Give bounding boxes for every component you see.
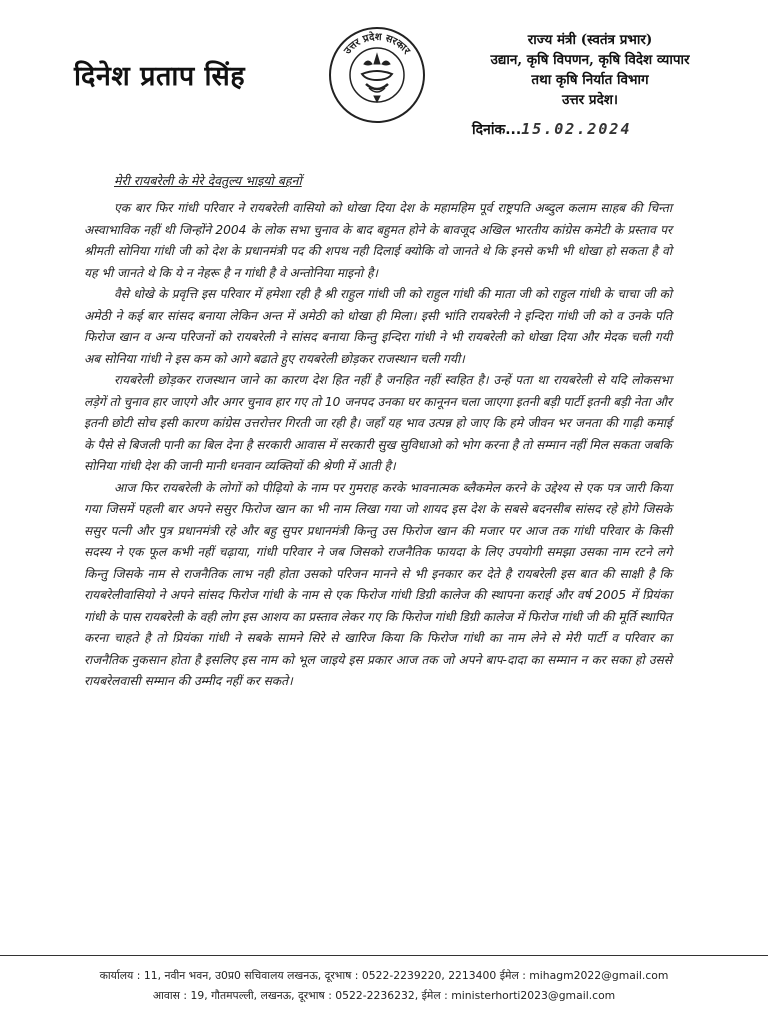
office-address: 11, नवीन भवन, उ0प्र0 सचिवालय लखनऊ, दूरभाष : 0522-2239220, 2213400 ईमेल : mihagm2022@gmail.com xyxy=(143,969,669,982)
footer-divider xyxy=(0,955,768,956)
date-label: दिनांक xyxy=(472,122,506,138)
body-paragraph-1: एक बार फिर गांधी परिवार ने रायबरेली वासियो को धोखा दिया देश के महामहिम पूर्व राष्ट्रपति अब्दुल कलाम साहब की चिन्ता अस्वाभाविक नहीं थी जिन्होंने 2004 के लोक सभा चुनाव के बाद बहुमत होने के बावजूद अखिल भारतीय कांग्रेस कमेटी के प्रस्ताव पर श्रीमती सोनिया गांधी जी को देश के प्रधानमंत्री पद की शपथ नही दिलाई क्योकि वो जानते थे कि इनसे कभी भी धोखा हो सकता है वो यह भी जानते थे कि ये न नेहरू है न गांधी है वे अन्तोनिया माइनो है। xyxy=(84,201,672,280)
residence-label: आवास xyxy=(152,989,180,1002)
footer-office-line: कार्यालय : 11, नवीन भवन, उ0प्र0 सचिवालय लखनऊ, दूरभाष : 0522-2239220, 2213400 ईमेल : mihagm2022@gmail.com xyxy=(99,969,669,982)
body-paragraph-4: आज फिर रायबरेली के लोगों को पीढ़ियो के नाम पर गुमराह करके भावनात्मक ब्लैकमेल करने के उद्देश्य से एक पत्र जारी किया गया जिसमें पहली बार अपने ससुर फिरोज खान का भी नाम लिखा गया जो शायद इस देश के सबसे बदनसीब सांसद रहे होगे जिसके ससुर पत्नी और पुत्र प्रधानमंत्री रहे और बहु सुपर प्रधानमंत्री किन्तु उस फिरोज खान की मजार पर आज तक गांधी परिवार के किसी सदस्य ने एक फूल कभी नहीं चढ़ाया, गांधी परिवार ने जब जिसको राजनैतिक फायदा के लिए उपयोगी समझा उसका नाम रटने लगे किन्तु जिसके नाम से राजनैतिक लाभ नही होता उसको परिजन मानने से भी इनकार कर देते है रायबरेली इस बात की साक्षी है कि रायबरेलीवासियो ने अपने सांसद फिरोज गांधी के नाम से एक फिरोज गांधी डिग्री कालेज की स्थापना कराई और वर्ष 2005 में प्रियंका गांधी के पास रायबरेली के वही लोग इस आशय का प्रस्ताव लेकर गए कि फिरोज गांधी डिग्री कालेज में फिरोज गांधी जी की मूर्ति स्थापित करना चाहते है तो प्रियंका गांधी ने सबके सामने सिरे से खारिज किया कि फिरोज गांधी का नाम लेने से मेरी पार्टी व परिवार का राजनैतिक नुकसान होता है इसलिए इस नाम को भूल जाइये इस प्रकार आज तक जो अपने बाप-दादा का सम्मान न कर सका हो उससे रायबरेलवासी सम्मान की उम्मीद नहीं कर सकते। xyxy=(84,480,672,688)
designation-line-4: उत्तर प्रदेश। xyxy=(561,92,619,108)
body-paragraph-3: रायबरेली छोड़कर राजस्थान जाने का कारण देश हित नहीं है जनहित नहीं स्वहित है। उन्हें पता था रायबरेली से यदि लोकसभा लड़ेगें तो चुनाव हार जाएगे और अगर चुनाव हार गए तो 10 जनपद उनका घर कानूनन चला जाएगा इतनी बड़ी पार्टी इतनी बड़ी नेता और इतनी छोटी सोच इसी कारण कांग्रेस उत्तरोत्तर गिरती जा रही है। जहाँ यह भाव उत्पन्न हो जाए कि हमे जीवन भर जनता की गाढ़ी कमाई के पैसे से बिजली पानी का बिल देना है सरकारी आवास में सरकारी सुख सुविधाओ को भोग करना है तो सम्मान नहीं मिल सकता जबकि सोनिया गांधी देश की जानी मानी धनवान व्यक्तियों की श्रेणी में आती है। xyxy=(84,373,672,473)
office-label: कार्यालय xyxy=(99,969,134,982)
letter-body xyxy=(84,198,672,693)
date-row: दिनांक...15.02.2024 xyxy=(472,120,632,138)
sender-designation xyxy=(440,30,740,110)
emblem-seal-icon xyxy=(326,24,428,126)
designation-line-2: उद्यान, कृषि विपणन, कृषि विदेश व्यापार xyxy=(490,52,690,68)
svg-text:उत्तर प्रदेश सरकार: उत्तर प्रदेश सरकार xyxy=(342,31,412,57)
body-paragraph-2: वैसे धोखे के प्रवृत्ति इस परिवार में हमेशा रही है श्री राहुल गांधी जी को राहुल गांधी की माता जी को राहुल गांधी के चाचा जी को अमेठी ने कई बार सांसद बनाया लेकिन अन्त में अमेठी को धोखा ही मिला। इसी भांति रायबरेली ने इन्दिरा गांधी जी को व उनके पति फिरोज खान व अन्य परिजनों को रायबरेली ने सांसद बनाया किन्तु इन्दिरा गांधी ने भी रायबरेली को धोखा दिया और मेदक चली गयी अब सोनिया गांधी ने इस कम को आगे बढाते हुए रायबरेली छोड़कर राजस्थान चली गयी। xyxy=(84,287,672,366)
footer-residence-line: आवास : 19, गौतमपल्ली, लखनऊ, दूरभाष : 0522-2236232, ईमेल : ministerhorti2023@gmail.com xyxy=(152,989,616,1002)
date-value: 15.02.2024 xyxy=(521,120,632,138)
designation-line-1: राज्य मंत्री (स्वतंत्र प्रभार) xyxy=(527,32,653,48)
sender-name: दिनेश प्रताप सिंह xyxy=(74,61,246,92)
letter-salutation: मेरी रायबरेली के मेरे देवतुल्य भाइयो बहनों xyxy=(114,173,302,188)
designation-line-3: तथा कृषि निर्यात विभाग xyxy=(531,72,649,88)
up-government-emblem xyxy=(326,24,428,126)
residence-address: 19, गौतमपल्ली, लखनऊ, दूरभाष : 0522-2236232, ईमेल : ministerhorti2023@gmail.com xyxy=(190,989,616,1002)
letterhead-footer xyxy=(0,966,768,1006)
